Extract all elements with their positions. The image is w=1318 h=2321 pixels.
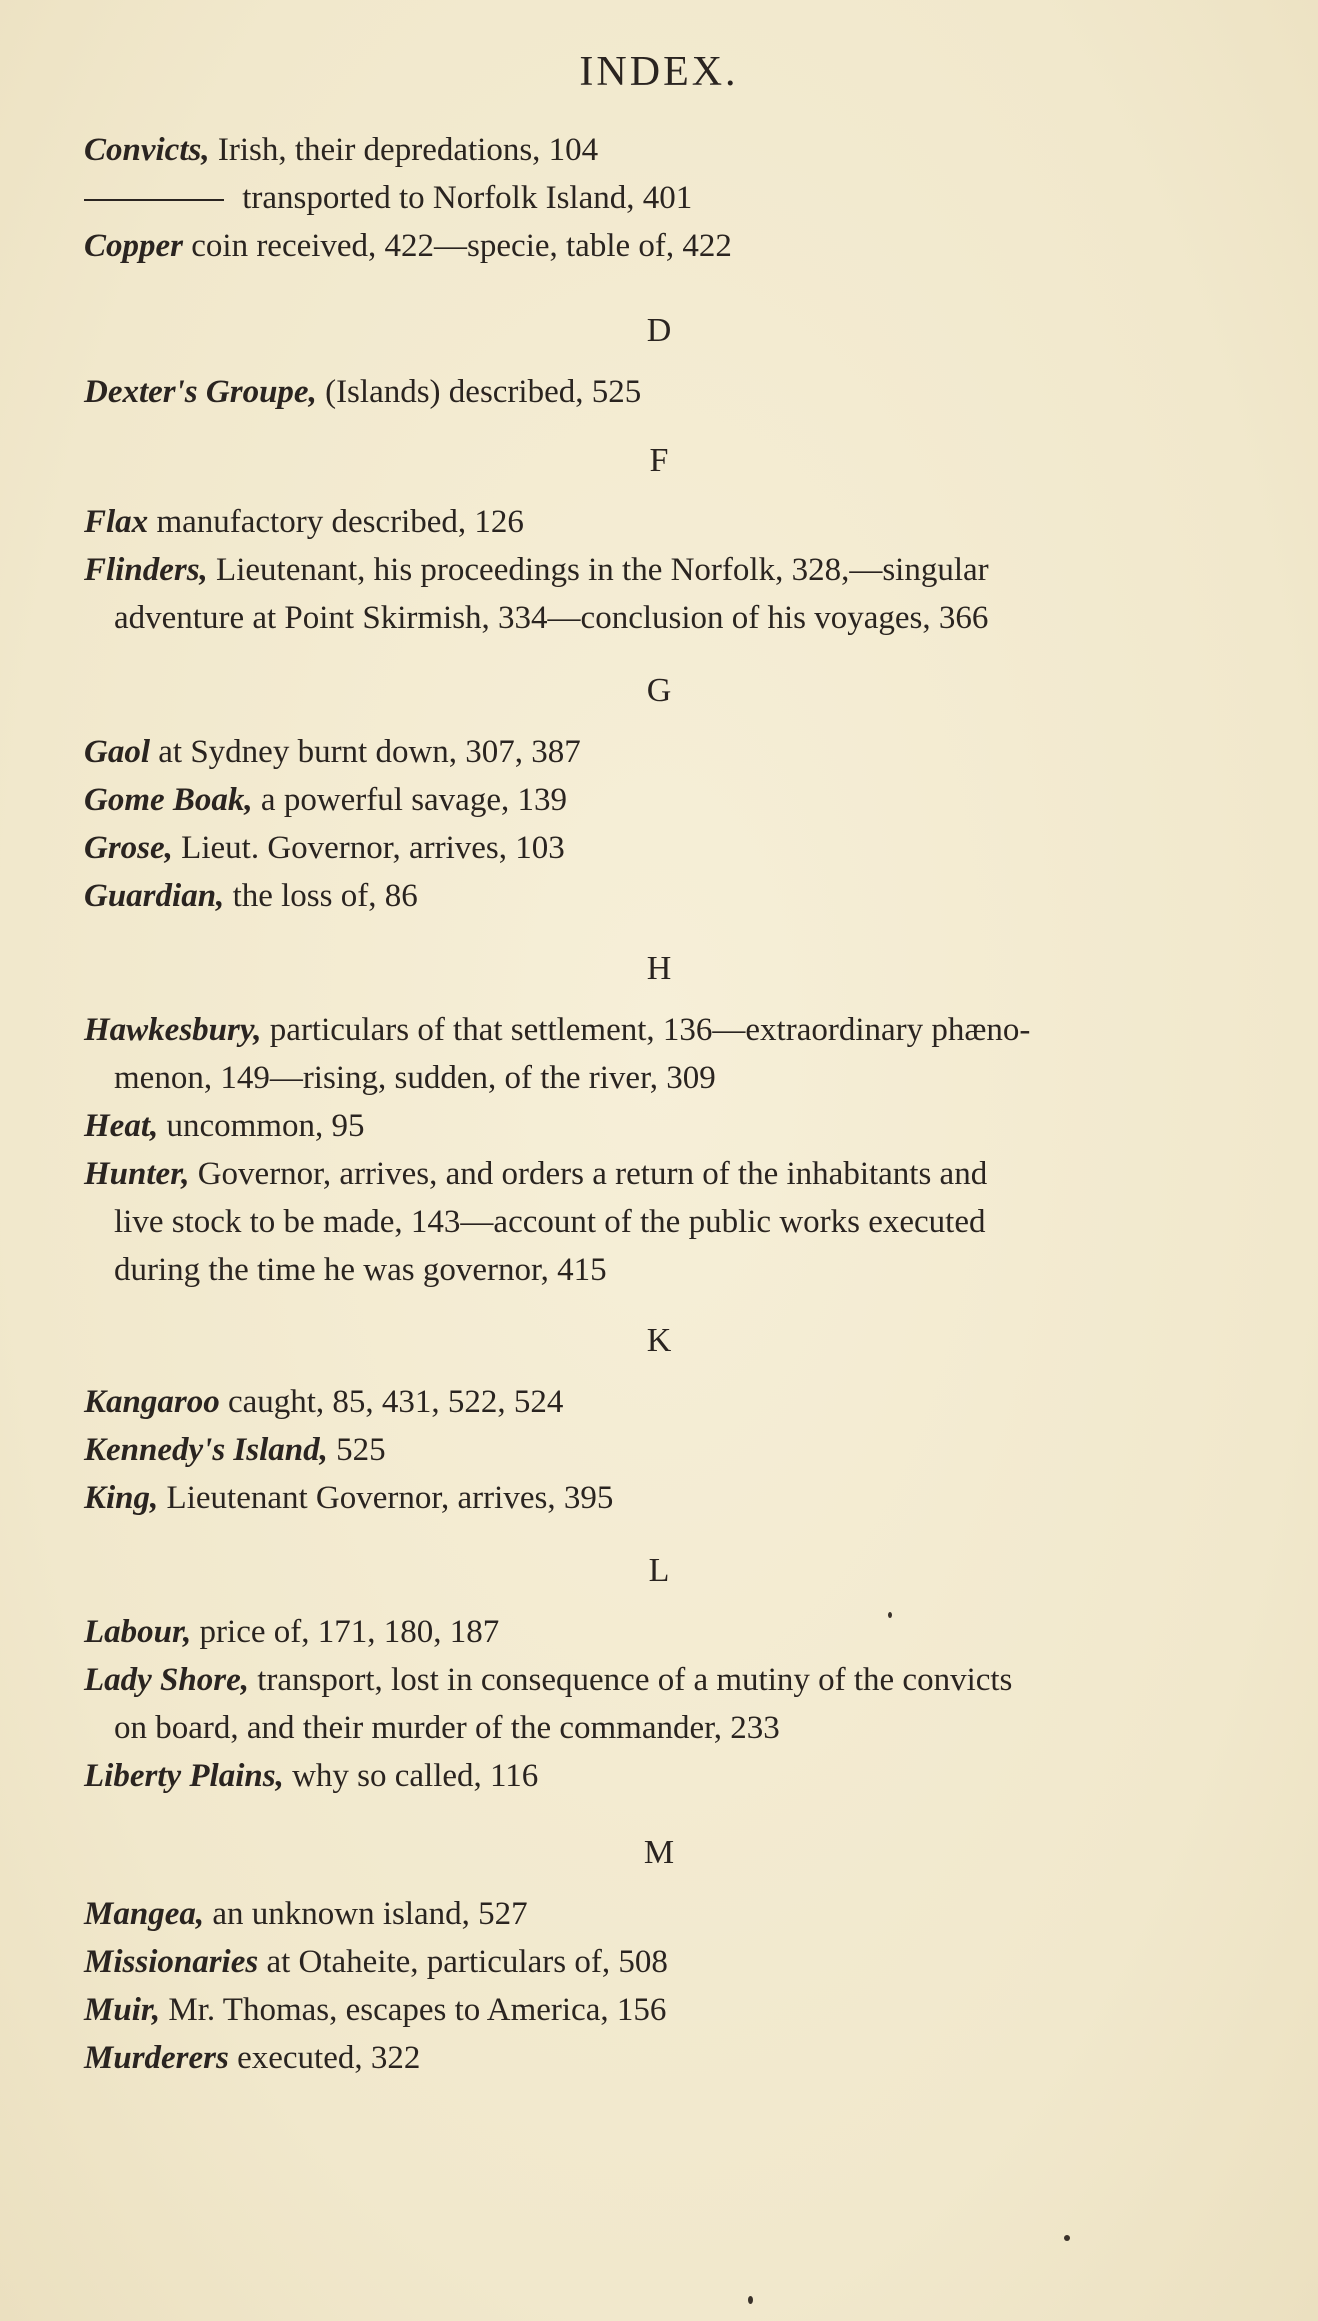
index-entry (84, 1478, 613, 1518)
entry-text: Mr. Thomas, escapes to America, 156 (160, 1992, 667, 2028)
entry-heading: Convicts, (84, 132, 210, 168)
section-letter: H (646, 950, 672, 987)
entry-text: during the time he was governor, 415 (114, 1252, 607, 1288)
entry-heading: Lady Shore, (84, 1662, 249, 1698)
index-entry (84, 502, 524, 542)
entry-text: 525 (327, 1432, 386, 1468)
index-entry-continuation (114, 1250, 607, 1290)
entry-text: Governor, arrives, and orders a return of the inhabitants and (189, 1156, 988, 1192)
index-entry-continuation (114, 1708, 780, 1748)
entry-heading: Flinders, (84, 552, 208, 588)
entry-text: Lieut. Governor, arrives, 103 (172, 830, 565, 866)
index-entry (84, 226, 732, 266)
entry-heading: Dexter's Groupe, (84, 374, 317, 410)
entry-heading: Murderers (84, 2040, 229, 2076)
index-entry (84, 372, 641, 412)
entry-heading: Hunter, (84, 1156, 190, 1192)
entry-heading: Copper (84, 228, 183, 264)
index-entry-continuation (114, 598, 988, 638)
entry-heading: Flax (84, 504, 149, 540)
ink-speck (888, 1612, 892, 1618)
entry-text: why so called, 116 (283, 1758, 539, 1794)
section-letter: M (643, 1834, 675, 1871)
entry-heading: King, (84, 1480, 159, 1516)
index-entry (84, 1894, 528, 1934)
index-entry (84, 2038, 420, 2078)
entry-heading: Grose, (84, 830, 173, 866)
entry-text: (Islands) described, 525 (316, 374, 642, 410)
entry-text: manufactory described, 126 (148, 504, 524, 540)
entry-text: adventure at Point Skirmish, 334—conclusion of his voyages, 366 (114, 600, 989, 636)
entry-text: live stock to be made, 143—account of the public works executed (114, 1204, 986, 1240)
entry-heading: Labour, (84, 1614, 192, 1650)
index-entry (84, 1154, 987, 1194)
entry-heading: Gome Boak, (84, 782, 253, 818)
entry-heading: Muir, (84, 1992, 161, 2028)
entry-text: menon, 149—rising, sudden, of the river, 309 (114, 1060, 716, 1096)
page-title: INDEX. (579, 49, 739, 95)
section-letter: L (648, 1552, 670, 1589)
entry-text: Irish, their depredations, 104 (209, 132, 599, 168)
entry-heading: Liberty Plains, (84, 1758, 284, 1794)
index-entry (84, 876, 418, 916)
index-entry (84, 178, 692, 218)
index-entry (84, 732, 581, 772)
entry-text: the loss of, 86 (224, 878, 418, 914)
entry-text: price of, 171, 180, 187 (191, 1614, 500, 1650)
index-entry-continuation (114, 1058, 716, 1098)
entry-heading: Gaol (84, 734, 150, 770)
entry-text: transported to Norfolk Island, 401 (234, 180, 693, 216)
entry-heading: Guardian, (84, 878, 225, 914)
entry-text: a powerful savage, 139 (252, 782, 567, 818)
entry-text: an unknown island, 527 (204, 1896, 528, 1932)
entry-text: Lieutenant Governor, arrives, 395 (158, 1480, 614, 1516)
ink-speck (748, 2296, 753, 2304)
index-entry (84, 1942, 668, 1982)
index-entry (84, 550, 989, 590)
section-letter: G (646, 672, 672, 709)
index-entry (84, 1660, 1012, 1700)
entry-heading: Heat, (84, 1108, 159, 1144)
index-entry (84, 780, 567, 820)
entry-heading: Kangaroo (84, 1384, 220, 1420)
index-entry (84, 1430, 386, 1470)
section-letter: F (649, 442, 669, 479)
index-entry (84, 130, 598, 170)
index-entry (84, 1106, 364, 1146)
entry-text: coin received, 422—specie, table of, 422 (183, 228, 732, 264)
entry-text: caught, 85, 431, 522, 524 (219, 1384, 564, 1420)
entry-heading: Mangea, (84, 1896, 205, 1932)
entry-text: executed, 322 (228, 2040, 421, 2076)
entry-heading: Kennedy's Island, (84, 1432, 328, 1468)
entry-text: transport, lost in consequence of a mutiny of the convicts (249, 1662, 1013, 1698)
entry-text: at Sydney burnt down, 307, 387 (150, 734, 581, 770)
entry-text: on board, and their murder of the commander, 233 (114, 1710, 780, 1746)
entry-text: at Otaheite, particulars of, 508 (258, 1944, 668, 1980)
index-entry-continuation (114, 1202, 986, 1242)
section-letter: D (646, 312, 672, 349)
entry-text: Lieutenant, his proceedings in the Norfolk, 328,—singular (207, 552, 989, 588)
index-entry (84, 1990, 666, 2030)
index-entry (84, 828, 565, 868)
entry-text: uncommon, 95 (158, 1108, 365, 1144)
ink-speck (1064, 2235, 1070, 2241)
section-letter: K (646, 1322, 672, 1359)
entry-heading: Hawkesbury, (84, 1012, 262, 1048)
ditto-dash (84, 199, 224, 201)
entry-text: particulars of that settlement, 136—extraordinary phæno- (261, 1012, 1031, 1048)
entry-heading: Missionaries (84, 1944, 259, 1980)
index-entry (84, 1382, 563, 1422)
index-entry (84, 1756, 538, 1796)
index-entry (84, 1612, 499, 1652)
index-entry (84, 1010, 1030, 1050)
